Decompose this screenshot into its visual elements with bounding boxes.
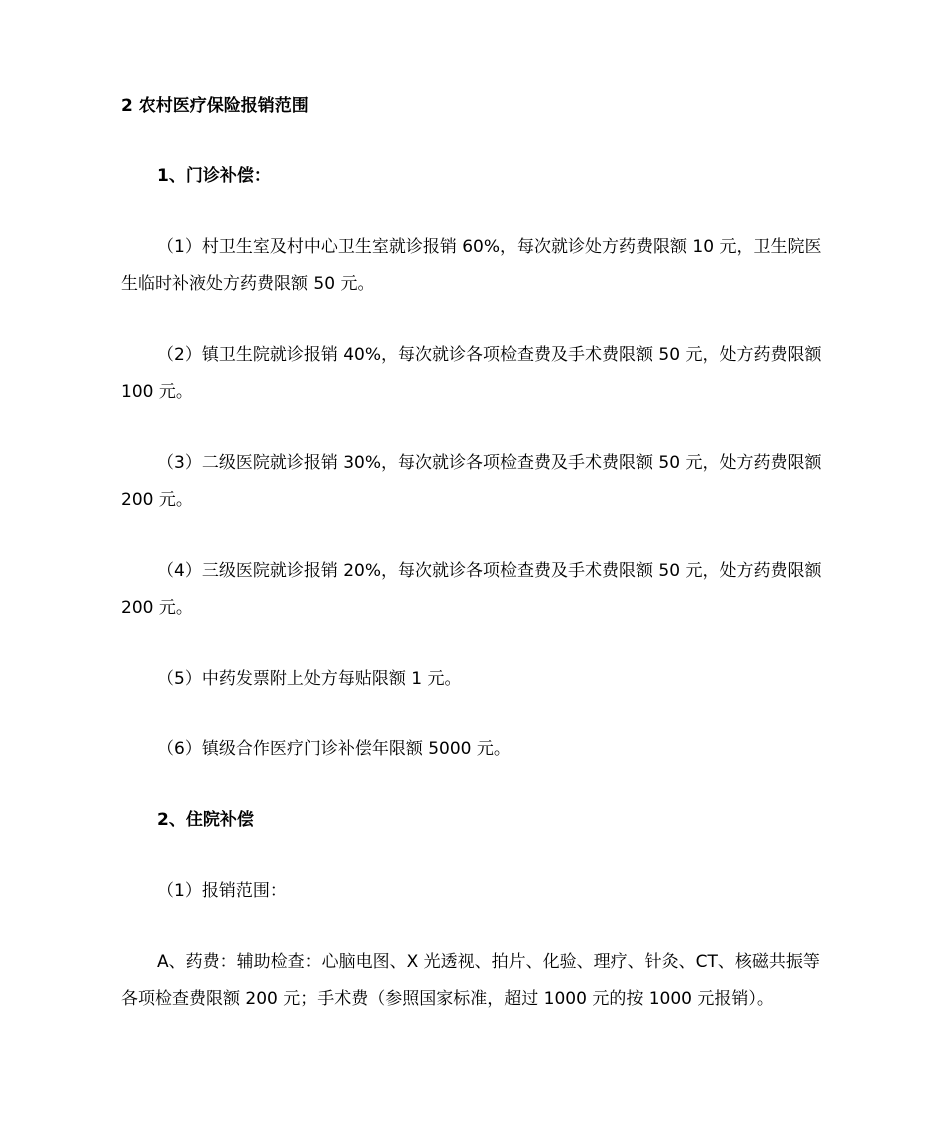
outpatient-item-6: （6）镇级合作医疗门诊补偿年限额 5000 元。 <box>157 739 511 759</box>
outpatient-item-4: （4）三级医院就诊报销 20%，每次就诊各项检查费及手术费限额 50 元，处方药费限额 200 元。 <box>121 561 822 618</box>
outpatient-item-3: （3）二级医院就诊报销 30%，每次就诊各项检查费及手术费限额 50 元，处方药费限额 200 元。 <box>121 453 822 510</box>
inpatient-item-a: A、药费：辅助检查：心脑电图、X 光透视、拍片、化验、理疗、针灸、CT、核磁共振等各项检查费限额 200 元；手术费（参照国家标准，超过 1000 元的按 1000 元报销）。 <box>121 952 820 1009</box>
outpatient-item-2: （2）镇卫生院就诊报销 40%，每次就诊各项检查费及手术费限额 50 元，处方药费限额 100 元。 <box>121 345 822 402</box>
inpatient-heading: 2、住院补偿 <box>157 810 254 830</box>
outpatient-heading: 1、门诊补偿： <box>157 166 271 186</box>
outpatient-item-5: （5）中药发票附上处方每贴限额 1 元。 <box>157 669 462 689</box>
inpatient-scope-label: （1）报销范围： <box>157 881 287 901</box>
outpatient-item-1: （1）村卫生室及村中心卫生室就诊报销 60%，每次就诊处方药费限额 10 元，卫生院医生临时补液处方药费限额 50 元。 <box>121 237 822 294</box>
section-title: 2 农村医疗保险报销范围 <box>121 96 309 116</box>
